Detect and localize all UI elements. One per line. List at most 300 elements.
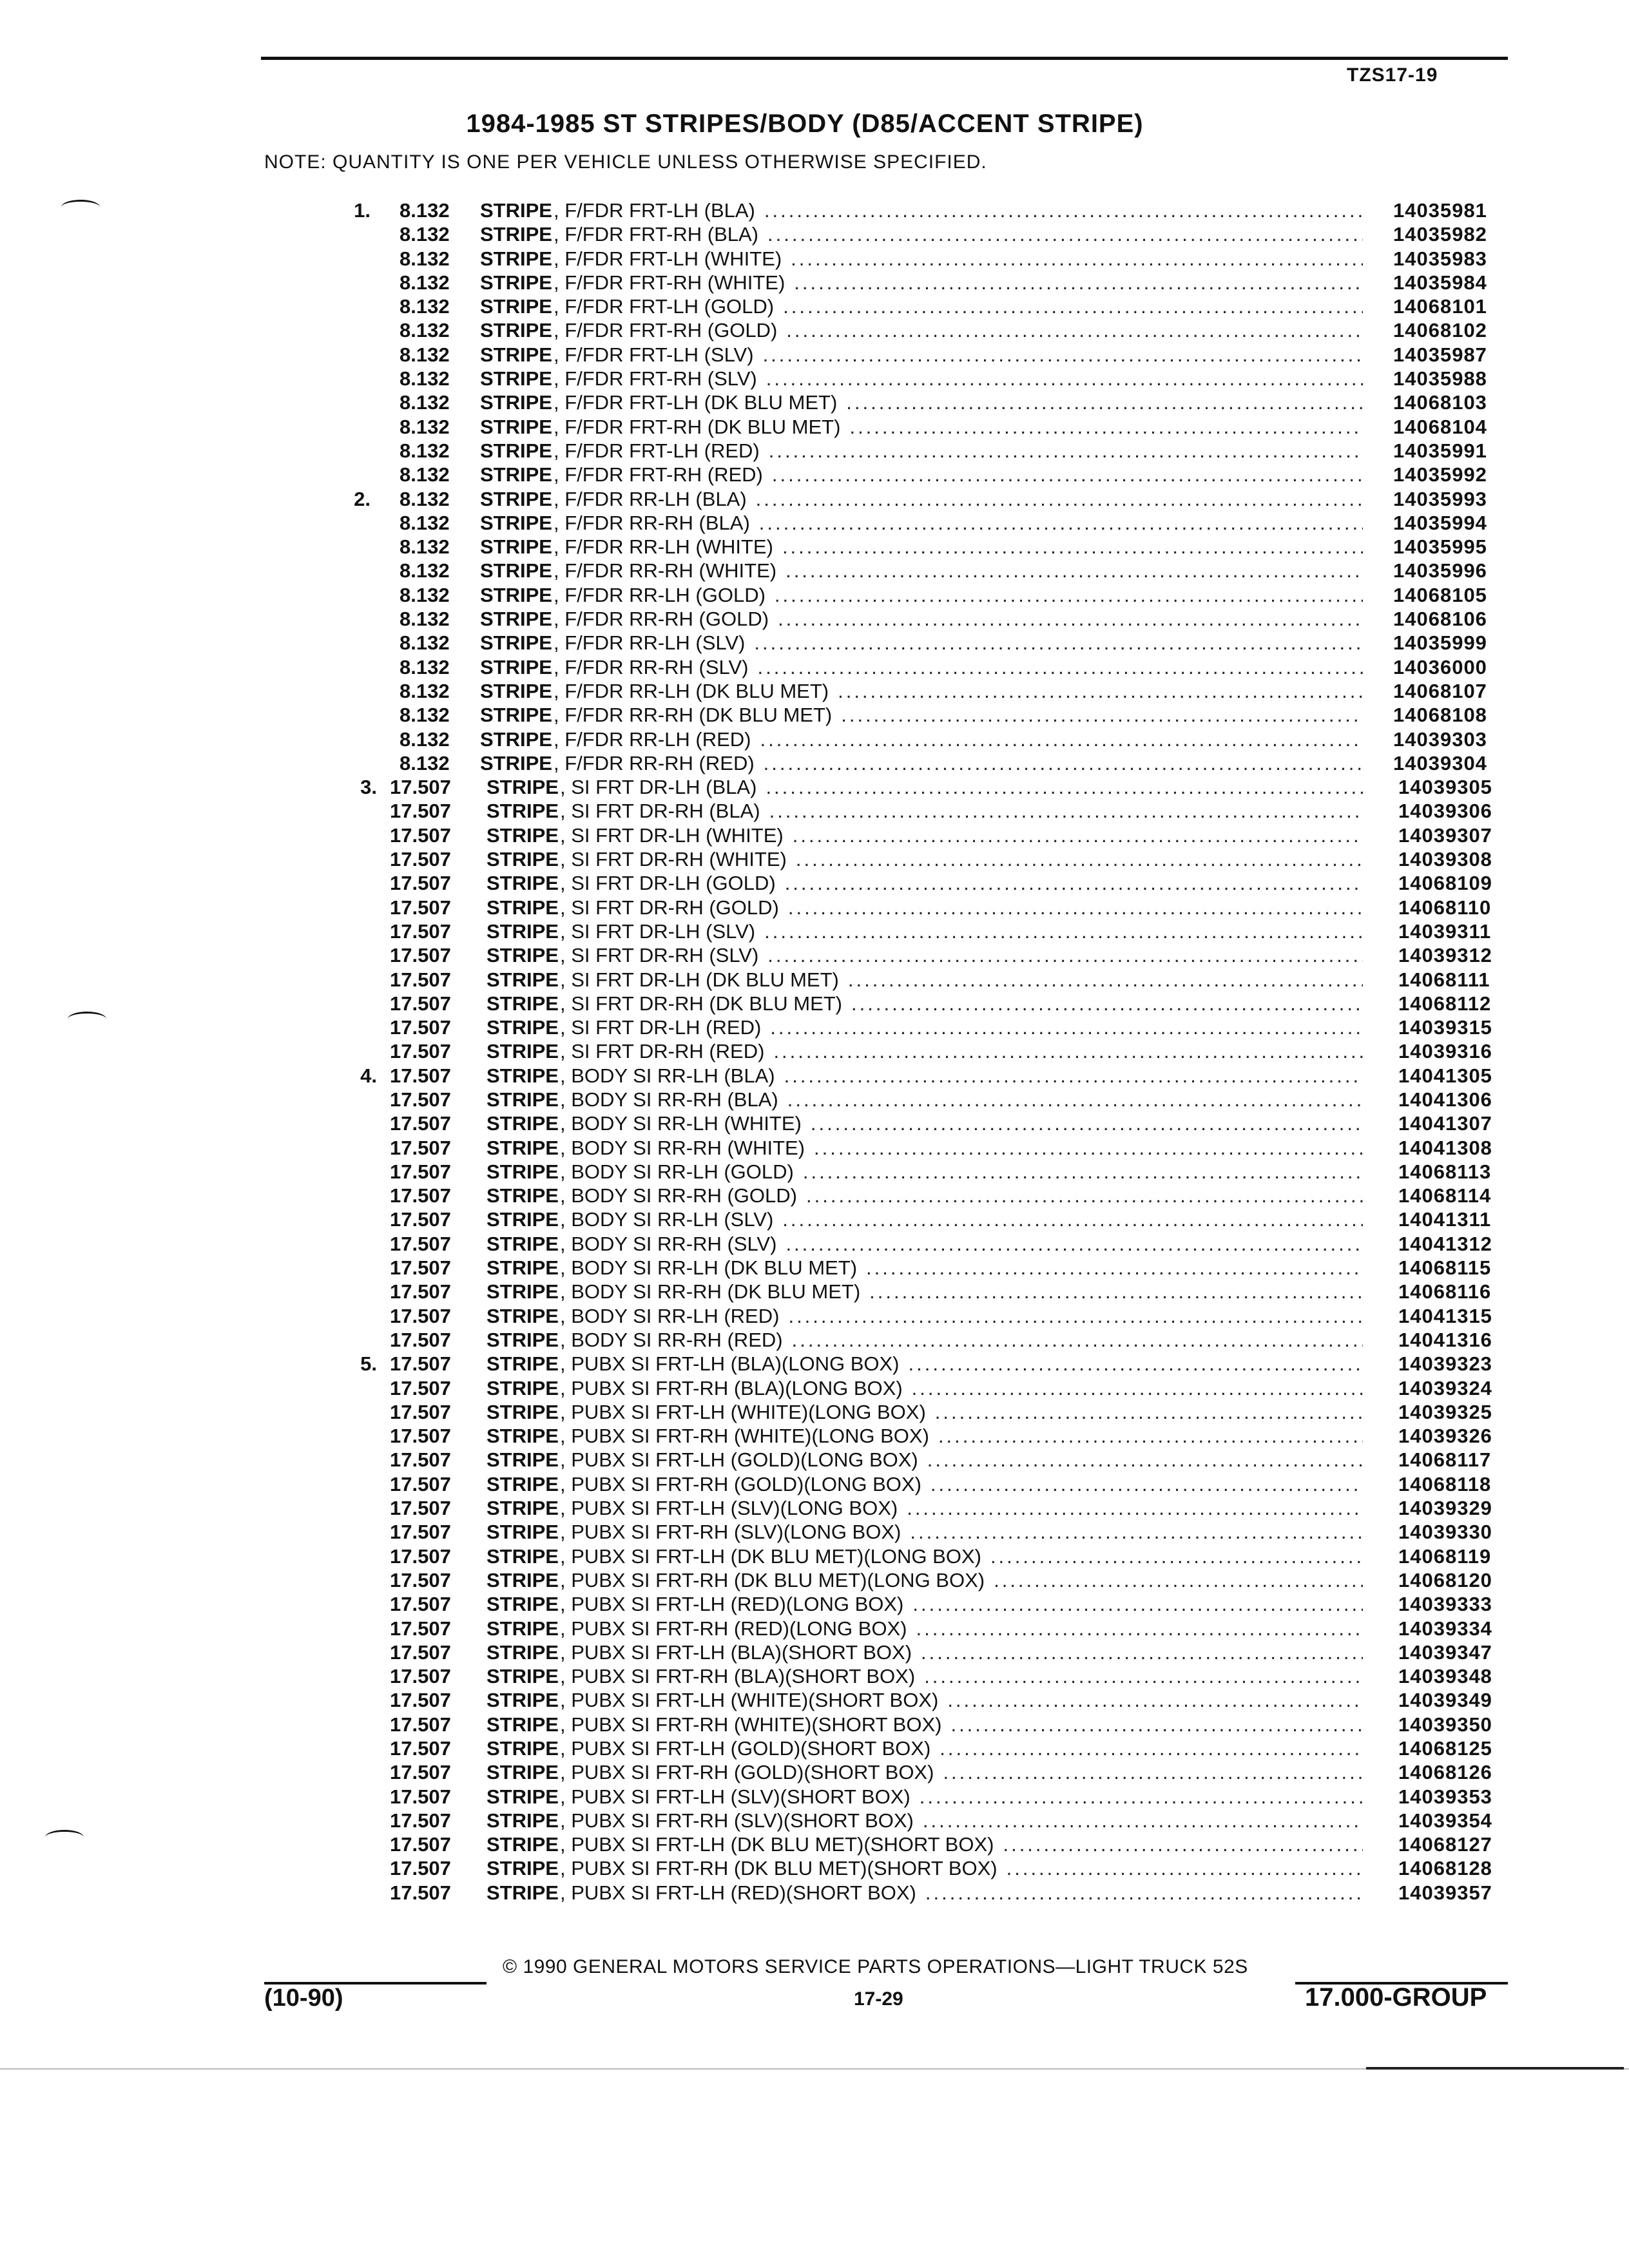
leader-dots <box>778 607 1363 631</box>
leader-dots <box>758 655 1364 679</box>
leader-dots <box>760 727 1363 751</box>
part-keyword: STRIPE <box>487 1184 559 1207</box>
part-description <box>487 1760 1363 1784</box>
part-keyword: STRIPE <box>487 1761 559 1784</box>
part-number: 14068125 <box>1398 1737 1492 1760</box>
leader-dots <box>943 1760 1363 1784</box>
leader-dots <box>793 823 1363 847</box>
part-detail: , PUBX SI FRT-LH (SLV)(SHORT BOX) <box>559 1785 911 1808</box>
part-description <box>487 1015 1363 1039</box>
part-description <box>480 439 1363 463</box>
part-keyword: STRIPE <box>487 1328 559 1351</box>
part-keyword: STRIPE <box>487 1785 559 1808</box>
part-description <box>480 511 1363 535</box>
part-number: 14039324 <box>1398 1376 1492 1399</box>
part-detail: , PUBX SI FRT-LH (BLA)(LONG BOX) <box>559 1352 900 1376</box>
part-keyword: STRIPE <box>480 247 552 270</box>
part-number: 14068126 <box>1398 1761 1492 1784</box>
part-row <box>0 1111 1629 1135</box>
part-detail: , PUBX SI FRT-RH (GOLD)(LONG BOX) <box>559 1472 921 1495</box>
part-detail: , F/FDR RR-LH (GOLD) <box>553 583 766 606</box>
leader-dots <box>849 415 1363 439</box>
part-row <box>0 823 1629 847</box>
scan-edge-line <box>1366 2067 1624 2070</box>
group-number: 17.507 <box>390 1497 451 1520</box>
part-detail: , SI FRT DR-LH (SLV) <box>559 919 756 943</box>
group-number: 17.507 <box>390 1184 451 1207</box>
part-number: 14039354 <box>1398 1809 1492 1832</box>
part-row <box>0 1544 1629 1568</box>
part-keyword: STRIPE <box>487 944 559 967</box>
part-keyword: STRIPE <box>487 1521 559 1544</box>
part-description <box>487 1664 1363 1688</box>
group-number: 17.507 <box>390 1376 451 1399</box>
part-keyword: STRIPE <box>487 1713 559 1736</box>
part-keyword: STRIPE <box>487 1640 559 1664</box>
group-number: 17.507 <box>390 1665 451 1688</box>
part-row <box>0 1617 1629 1640</box>
part-row <box>0 1064 1629 1088</box>
part-description <box>487 1136 1363 1160</box>
part-number: 14035982 <box>1393 223 1487 246</box>
leader-dots <box>786 1232 1363 1256</box>
part-keyword: STRIPE <box>487 1689 559 1712</box>
part-description <box>487 1856 1363 1880</box>
part-number: 14041316 <box>1398 1328 1492 1351</box>
part-description <box>487 896 1363 919</box>
part-description <box>487 1280 1363 1303</box>
part-keyword: STRIPE <box>487 1376 559 1399</box>
part-keyword: STRIPE <box>487 1160 559 1183</box>
part-number: 14039316 <box>1398 1040 1492 1063</box>
part-description <box>480 271 1363 294</box>
leader-dots <box>803 1160 1363 1184</box>
group-number: 17.507 <box>390 992 451 1015</box>
part-row <box>0 1352 1629 1376</box>
leader-dots <box>782 535 1363 559</box>
group-number: 17.507 <box>390 1617 451 1640</box>
part-keyword: STRIPE <box>480 391 552 414</box>
part-keyword: STRIPE <box>487 1304 559 1327</box>
part-row <box>0 1376 1629 1400</box>
part-detail: , PUBX SI FRT-RH (BLA)(LONG BOX) <box>559 1376 903 1399</box>
part-row <box>0 1400 1629 1424</box>
part-number: 14039304 <box>1393 751 1487 774</box>
part-description <box>487 1736 1363 1760</box>
group-number: 8.132 <box>400 367 450 390</box>
part-row <box>0 1015 1629 1039</box>
part-row <box>0 559 1629 582</box>
part-detail: , PUBX SI FRT-RH (SLV)(LONG BOX) <box>559 1521 901 1544</box>
part-row <box>0 415 1629 439</box>
part-keyword: STRIPE <box>487 1881 559 1904</box>
group-number: 17.507 <box>390 1881 451 1904</box>
part-keyword: STRIPE <box>487 1448 559 1472</box>
part-keyword: STRIPE <box>480 319 552 342</box>
leader-dots <box>784 1064 1363 1088</box>
part-row <box>0 390 1629 414</box>
part-keyword: STRIPE <box>487 992 559 1015</box>
leader-dots <box>925 1881 1363 1905</box>
part-keyword: STRIPE <box>487 1112 559 1135</box>
group-number: 17.507 <box>390 1857 451 1880</box>
part-number: 14039305 <box>1398 776 1492 799</box>
part-detail: , SI FRT DR-LH (WHITE) <box>559 823 784 847</box>
part-row <box>0 1448 1629 1472</box>
part-keyword: STRIPE <box>480 487 552 510</box>
part-description <box>487 1064 1363 1088</box>
part-keyword: STRIPE <box>480 511 552 534</box>
leader-dots <box>796 847 1363 871</box>
part-keyword: STRIPE <box>487 1064 559 1087</box>
part-row <box>0 727 1629 751</box>
part-number: 14035993 <box>1393 487 1487 510</box>
part-description <box>487 1184 1363 1207</box>
part-keyword: STRIPE <box>487 1593 559 1616</box>
part-detail: , SI FRT DR-LH (GOLD) <box>559 872 776 895</box>
group-number: 17.507 <box>390 1593 451 1616</box>
group-number: 8.132 <box>400 679 450 702</box>
part-keyword: STRIPE <box>480 583 552 606</box>
part-description <box>487 1688 1363 1712</box>
part-description <box>487 992 1363 1015</box>
part-row <box>0 775 1629 799</box>
part-keyword: STRIPE <box>487 896 559 919</box>
leader-dots <box>912 1592 1363 1616</box>
part-keyword: STRIPE <box>480 223 552 246</box>
part-row <box>0 511 1629 535</box>
leader-dots <box>787 1088 1363 1111</box>
part-detail: , BODY SI RR-LH (SLV) <box>559 1208 774 1231</box>
group-label: 17.000-GROUP <box>1305 1983 1487 2012</box>
group-number: 8.132 <box>400 511 450 534</box>
part-keyword: STRIPE <box>487 1544 559 1568</box>
part-detail: , SI FRT DR-RH (SLV) <box>559 944 759 967</box>
group-number: 8.132 <box>400 704 450 727</box>
part-detail: , BODY SI RR-RH (GOLD) <box>559 1184 797 1207</box>
part-row <box>0 631 1629 655</box>
part-number: 14035983 <box>1393 247 1487 270</box>
part-description <box>487 968 1363 992</box>
part-detail: , PUBX SI FRT-LH (WHITE)(LONG BOX) <box>559 1400 926 1423</box>
leader-dots <box>921 1640 1363 1664</box>
part-description <box>487 1111 1363 1135</box>
item-index: 4. <box>360 1064 377 1087</box>
part-description <box>487 1424 1363 1448</box>
part-keyword: STRIPE <box>487 776 559 799</box>
part-keyword: STRIPE <box>487 1617 559 1640</box>
group-number: 17.507 <box>390 1160 451 1183</box>
part-keyword: STRIPE <box>487 1425 559 1448</box>
part-description <box>487 1160 1363 1184</box>
part-description <box>480 318 1363 342</box>
part-description <box>487 1832 1363 1856</box>
part-detail: , BODY SI RR-RH (WHITE) <box>559 1136 805 1159</box>
group-number: 8.132 <box>400 535 450 559</box>
group-number: 17.507 <box>390 1713 451 1736</box>
part-detail: , PUBX SI FRT-RH (WHITE)(SHORT BOX) <box>559 1713 942 1736</box>
part-number: 14041307 <box>1398 1112 1492 1135</box>
part-number: 14068104 <box>1393 415 1487 438</box>
part-description <box>480 367 1363 390</box>
part-detail: , BODY SI RR-RH (BLA) <box>559 1088 778 1111</box>
part-description <box>487 1328 1363 1352</box>
leader-dots <box>869 1280 1363 1303</box>
part-keyword: STRIPE <box>480 704 552 727</box>
part-row <box>0 943 1629 967</box>
part-number: 14068107 <box>1393 679 1487 702</box>
group-number: 8.132 <box>400 415 450 438</box>
part-description <box>480 463 1363 486</box>
part-row <box>0 1280 1629 1303</box>
page-number: 17-29 <box>854 1988 903 2010</box>
item-index: 2. <box>354 487 371 510</box>
part-number: 14041308 <box>1398 1136 1492 1159</box>
part-number: 14039353 <box>1398 1785 1492 1808</box>
part-detail: , F/FDR FRT-RH (DK BLU MET) <box>553 415 841 438</box>
group-number: 8.132 <box>400 655 450 678</box>
leader-dots <box>764 919 1363 943</box>
part-description <box>480 607 1363 631</box>
group-number: 17.507 <box>390 1568 451 1591</box>
part-description <box>480 703 1363 727</box>
part-number: 14039349 <box>1398 1689 1492 1712</box>
part-row <box>0 1736 1629 1760</box>
leader-dots <box>770 1015 1363 1039</box>
part-number: 14041306 <box>1398 1088 1492 1111</box>
part-keyword: STRIPE <box>487 1352 559 1376</box>
part-keyword: STRIPE <box>487 1256 559 1280</box>
part-row <box>0 1160 1629 1184</box>
part-detail: , PUBX SI FRT-RH (DK BLU MET)(LONG BOX) <box>559 1568 985 1591</box>
part-number: 14039312 <box>1398 944 1492 967</box>
group-number: 8.132 <box>400 559 450 582</box>
part-row <box>0 294 1629 318</box>
group-number: 17.507 <box>390 1280 451 1303</box>
group-number: 17.507 <box>390 1328 451 1351</box>
group-number: 8.132 <box>400 343 450 366</box>
part-row <box>0 799 1629 823</box>
part-description <box>487 1207 1363 1231</box>
part-detail: , BODY SI RR-LH (GOLD) <box>559 1160 794 1183</box>
part-description <box>487 1544 1363 1568</box>
part-description <box>487 1352 1363 1376</box>
leader-dots <box>814 1136 1363 1160</box>
part-number: 14039357 <box>1398 1881 1492 1904</box>
part-detail: , PUBX SI FRT-LH (RED)(LONG BOX) <box>559 1593 904 1616</box>
part-number: 14035995 <box>1393 535 1487 559</box>
part-number: 14039325 <box>1398 1400 1492 1423</box>
group-number: 8.132 <box>400 727 450 751</box>
part-keyword: STRIPE <box>487 1809 559 1832</box>
group-number: 17.507 <box>390 1208 451 1231</box>
part-number: 14068101 <box>1393 295 1487 318</box>
group-number: 17.507 <box>390 1448 451 1472</box>
part-keyword: STRIPE <box>487 800 559 823</box>
leader-dots <box>916 1617 1363 1640</box>
part-number: 14068113 <box>1398 1160 1492 1183</box>
part-row <box>0 222 1629 246</box>
part-detail: , PUBX SI FRT-LH (DK BLU MET)(SHORT BOX) <box>559 1833 994 1856</box>
part-row <box>0 1039 1629 1063</box>
item-index: 5. <box>360 1352 377 1376</box>
part-row <box>0 1592 1629 1616</box>
part-detail: , F/FDR FRT-LH (BLA) <box>553 199 755 222</box>
part-number: 14039350 <box>1398 1713 1492 1736</box>
group-number: 17.507 <box>390 1352 451 1376</box>
part-number: 14068102 <box>1393 319 1487 342</box>
part-number: 14068116 <box>1398 1280 1492 1303</box>
part-keyword: STRIPE <box>487 919 559 943</box>
part-row <box>0 1088 1629 1111</box>
part-number: 14035996 <box>1393 559 1487 582</box>
part-detail: , PUBX SI FRT-LH (BLA)(SHORT BOX) <box>559 1640 912 1664</box>
part-number: 14068103 <box>1393 391 1487 414</box>
part-detail: , PUBX SI FRT-RH (BLA)(SHORT BOX) <box>559 1665 916 1688</box>
leader-dots <box>792 1328 1363 1352</box>
group-number: 8.132 <box>400 391 450 414</box>
leader-dots <box>940 1736 1363 1760</box>
part-row <box>0 198 1629 222</box>
leader-dots <box>910 1520 1363 1544</box>
leader-dots <box>788 896 1363 919</box>
part-number: 14041305 <box>1398 1064 1492 1087</box>
leader-dots <box>759 511 1363 535</box>
part-description <box>480 222 1363 246</box>
part-description <box>487 1592 1363 1616</box>
group-number: 17.507 <box>390 919 451 943</box>
part-row <box>0 1760 1629 1784</box>
part-keyword: STRIPE <box>487 1232 559 1255</box>
part-detail: , F/FDR FRT-LH (RED) <box>553 439 760 462</box>
part-keyword: STRIPE <box>487 1088 559 1111</box>
part-detail: , BODY SI RR-LH (BLA) <box>559 1064 775 1087</box>
leader-dots <box>912 1376 1363 1400</box>
group-number: 17.507 <box>390 1521 451 1544</box>
part-description <box>487 1520 1363 1544</box>
leader-dots <box>772 463 1363 486</box>
leader-dots <box>938 1424 1363 1448</box>
part-keyword: STRIPE <box>487 872 559 895</box>
group-number: 17.507 <box>390 968 451 991</box>
part-keyword: STRIPE <box>487 1136 559 1159</box>
part-keyword: STRIPE <box>480 199 552 222</box>
part-row <box>0 1881 1629 1905</box>
leader-dots <box>788 1304 1363 1328</box>
leader-dots <box>785 871 1363 895</box>
group-number: 8.132 <box>400 247 450 270</box>
part-number: 14068112 <box>1398 992 1492 1015</box>
group-number: 17.507 <box>390 1689 451 1712</box>
part-description <box>487 1232 1363 1256</box>
part-description <box>487 847 1363 871</box>
leader-dots <box>769 799 1363 823</box>
part-keyword: STRIPE <box>480 655 552 678</box>
leader-dots <box>838 679 1363 703</box>
part-number: 14039348 <box>1398 1665 1492 1688</box>
part-detail: , SI FRT DR-RH (WHITE) <box>559 848 787 871</box>
part-detail: , SI FRT DR-LH (BLA) <box>559 776 757 799</box>
part-number: 14036000 <box>1393 655 1487 678</box>
leader-dots <box>786 318 1363 342</box>
part-detail: , BODY SI RR-RH (DK BLU MET) <box>559 1280 861 1303</box>
group-number: 8.132 <box>400 295 450 318</box>
part-row <box>0 1713 1629 1736</box>
group-number: 8.132 <box>400 319 450 342</box>
leader-dots <box>994 1568 1363 1592</box>
part-keyword: STRIPE <box>480 463 552 486</box>
part-keyword: STRIPE <box>480 295 552 318</box>
part-keyword: STRIPE <box>480 751 552 774</box>
leader-dots <box>851 992 1363 1015</box>
part-number: 14039323 <box>1398 1352 1492 1376</box>
part-detail: , F/FDR FRT-RH (SLV) <box>553 367 757 390</box>
group-number: 17.507 <box>390 800 451 823</box>
part-detail: , F/FDR FRT-LH (SLV) <box>553 343 754 366</box>
part-keyword: STRIPE <box>480 271 552 294</box>
leader-dots <box>766 775 1363 799</box>
leader-dots <box>935 1400 1363 1424</box>
part-description <box>480 343 1363 367</box>
part-row <box>0 1520 1629 1544</box>
part-keyword: STRIPE <box>480 367 552 390</box>
part-keyword: STRIPE <box>480 439 552 462</box>
part-number: 14035999 <box>1393 631 1487 655</box>
part-detail: , F/FDR RR-RH (RED) <box>553 751 755 774</box>
group-number: 17.507 <box>390 1737 451 1760</box>
part-description <box>480 583 1363 607</box>
part-row <box>0 1664 1629 1688</box>
part-description <box>487 1039 1363 1063</box>
part-detail: , SI FRT DR-RH (BLA) <box>559 800 760 823</box>
leader-dots <box>786 559 1363 582</box>
leader-dots <box>927 1448 1363 1472</box>
leader-dots <box>783 294 1363 318</box>
part-row <box>0 847 1629 871</box>
group-number: 17.507 <box>390 1472 451 1495</box>
part-description <box>480 679 1363 703</box>
group-number: 8.132 <box>400 751 450 774</box>
part-number: 14068110 <box>1398 896 1492 919</box>
page-title: 1984-1985 ST STRIPES/BODY (D85/ACCENT STRIPE) <box>466 110 1144 138</box>
group-number: 17.507 <box>390 1136 451 1159</box>
group-number: 17.507 <box>390 1833 451 1856</box>
part-row <box>0 247 1629 271</box>
part-row <box>0 439 1629 463</box>
part-number: 14068119 <box>1398 1544 1492 1568</box>
part-detail: , F/FDR FRT-RH (BLA) <box>553 223 759 246</box>
part-row <box>0 655 1629 679</box>
group-number: 17.507 <box>390 896 451 919</box>
part-row <box>0 1184 1629 1207</box>
part-description <box>487 799 1363 823</box>
part-description <box>487 1617 1363 1640</box>
leader-dots <box>1003 1832 1363 1856</box>
part-description <box>487 1256 1363 1280</box>
part-row <box>0 535 1629 559</box>
part-number: 14039311 <box>1398 919 1492 943</box>
leader-dots <box>924 1664 1363 1688</box>
part-description <box>487 1376 1363 1400</box>
leader-dots <box>767 943 1363 967</box>
part-row <box>0 703 1629 727</box>
group-number: 17.507 <box>390 1809 451 1832</box>
part-detail: , SI FRT DR-LH (RED) <box>559 1016 762 1039</box>
part-number: 14035988 <box>1393 367 1487 390</box>
leader-dots <box>773 1039 1363 1063</box>
group-number: 8.132 <box>400 463 450 486</box>
part-description <box>487 1713 1363 1736</box>
